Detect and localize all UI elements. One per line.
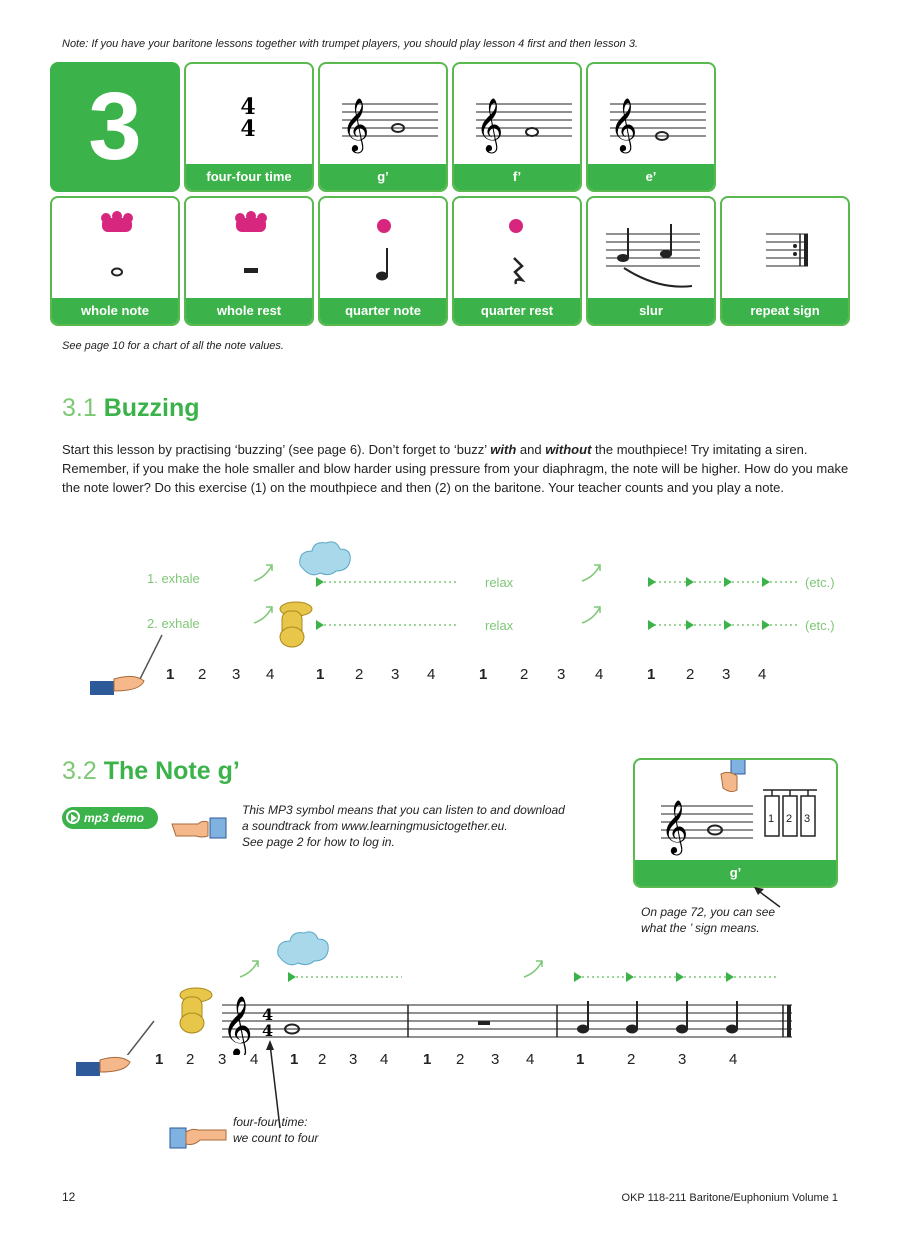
play-triangle-icon <box>288 972 734 982</box>
play-icon <box>66 810 80 824</box>
footer-title: OKP 118-211 Baritone/Euphonium Volume 1 <box>621 1192 838 1204</box>
treble-clef-icon: 𝄞 <box>476 97 504 151</box>
card-quarter-rest <box>452 196 582 326</box>
card-label: g’ <box>635 860 836 886</box>
card-quarter-note <box>318 196 448 326</box>
buzzing-paragraph: Start this lesson by practising ‘buzzing’ (see page 6). Don’t forget to ‘buzz’ with and without the mouthpiece! Try imitating a siren. Remember, if you make the hole smaller and blow harder using pressure from your diaphragm, the note will be higher. How do you make the note lower? Do this exercise (1) on the mouthpiece and then (2) on the baritone. Your teacher counts and you play a note. <box>62 442 849 495</box>
treble-clef-icon: 𝄞 <box>222 996 253 1055</box>
whole-rest <box>478 1021 490 1025</box>
breath-arrow-icon <box>240 961 542 977</box>
baritone-icon <box>180 988 212 1033</box>
quarter-rest-icon <box>454 198 582 302</box>
mp3-demo-button[interactable]: mp3 demo <box>62 807 158 829</box>
card-whole-note <box>50 196 180 326</box>
card-label: e’ <box>588 164 714 190</box>
pointing-hand-icon <box>170 812 232 840</box>
see-page-note: See page 10 for a chart of all the note values. <box>62 340 284 352</box>
time-sig-top: 4 <box>240 94 256 120</box>
card-label: whole rest <box>186 298 312 324</box>
baritone-icon <box>280 602 312 647</box>
dotted-line <box>324 582 798 625</box>
exhale-label-2: 2. exhale <box>147 616 200 631</box>
mp3-explanation: This MP3 symbol means that you can listen to and download a soundtrack from www.learningmusictogether.eu. See page 2 for how to log in. <box>242 803 565 849</box>
staff-f-icon <box>454 64 582 168</box>
card-note-e <box>586 62 716 192</box>
time-sig-bottom: 4 <box>262 1021 274 1040</box>
conductor-hand-icon <box>90 635 162 695</box>
section-heading-note-g <box>62 757 240 786</box>
quarter-note-icon <box>320 198 448 302</box>
card-label: quarter rest <box>454 298 580 324</box>
whole-rest-icon <box>186 198 314 302</box>
staff-g-icon <box>320 64 448 168</box>
top-note: Note: If you have your baritone lessons together with trumpet players, you should play lesson 4 first and then lesson 3. <box>62 38 638 50</box>
valve-diagram-icon <box>763 790 817 836</box>
etc-label-2: (etc.) <box>805 618 835 633</box>
card-label: slur <box>588 298 714 324</box>
prime-sign-caption: On page 72, you can see what the ’ sign means. <box>641 905 776 935</box>
exhale-label-1: 1. exhale <box>147 571 200 586</box>
time-sig-top: 4 <box>262 1005 274 1024</box>
card-label: repeat sign <box>722 298 848 324</box>
section-number: 3.2 <box>62 757 97 785</box>
wind-cloud-icon <box>300 542 351 575</box>
pointing-hand-icon <box>168 1122 230 1150</box>
section-heading-buzzing <box>62 394 200 423</box>
treble-clef-icon: 𝄞 <box>661 799 689 853</box>
card-note-g-fingering <box>633 758 838 888</box>
relax-label-1: relax <box>485 575 514 590</box>
card-label: whole note <box>52 298 178 324</box>
repeat-sign-icon <box>722 198 850 302</box>
valve-3: 3 <box>804 813 811 825</box>
four-four-caption: four-four time: we count to four <box>233 1115 319 1145</box>
section-number: 3.1 <box>62 394 97 422</box>
play-triangle-icon <box>316 577 770 630</box>
etc-label-1: (etc.) <box>805 575 835 590</box>
section-title: Buzzing <box>103 394 200 422</box>
card-label: quarter note <box>320 298 446 324</box>
valve-2: 2 <box>786 813 793 825</box>
slur-icon <box>588 198 716 302</box>
conductor-hand-icon <box>76 1050 136 1080</box>
card-label: g’ <box>320 164 446 190</box>
whole-note-icon <box>52 198 180 302</box>
treble-clef-icon: 𝄞 <box>610 97 638 151</box>
card-repeat-sign <box>720 196 850 326</box>
pointing-hand-icon <box>721 760 745 792</box>
page-number: 12 <box>62 1190 76 1204</box>
card-slur <box>586 196 716 326</box>
treble-clef-icon: 𝄞 <box>342 97 370 151</box>
section-title: The Note g’ <box>103 757 240 785</box>
staff-lines <box>222 1005 792 1037</box>
card-note-g <box>318 62 448 192</box>
exercise-score <box>0 925 900 1055</box>
card-label: f’ <box>454 164 580 190</box>
time-signature-icon <box>186 64 314 168</box>
time-sig-bottom: 4 <box>240 116 256 142</box>
relax-label-2: relax <box>485 618 514 633</box>
card-note-f <box>452 62 582 192</box>
card-four-four-time <box>184 62 314 192</box>
wind-cloud-icon <box>278 932 329 965</box>
valve-1: 1 <box>768 813 775 825</box>
card-label: four-four time <box>186 164 312 190</box>
staff-e-icon <box>588 64 716 168</box>
card-whole-rest <box>184 196 314 326</box>
lesson-number: 3 <box>50 62 180 192</box>
